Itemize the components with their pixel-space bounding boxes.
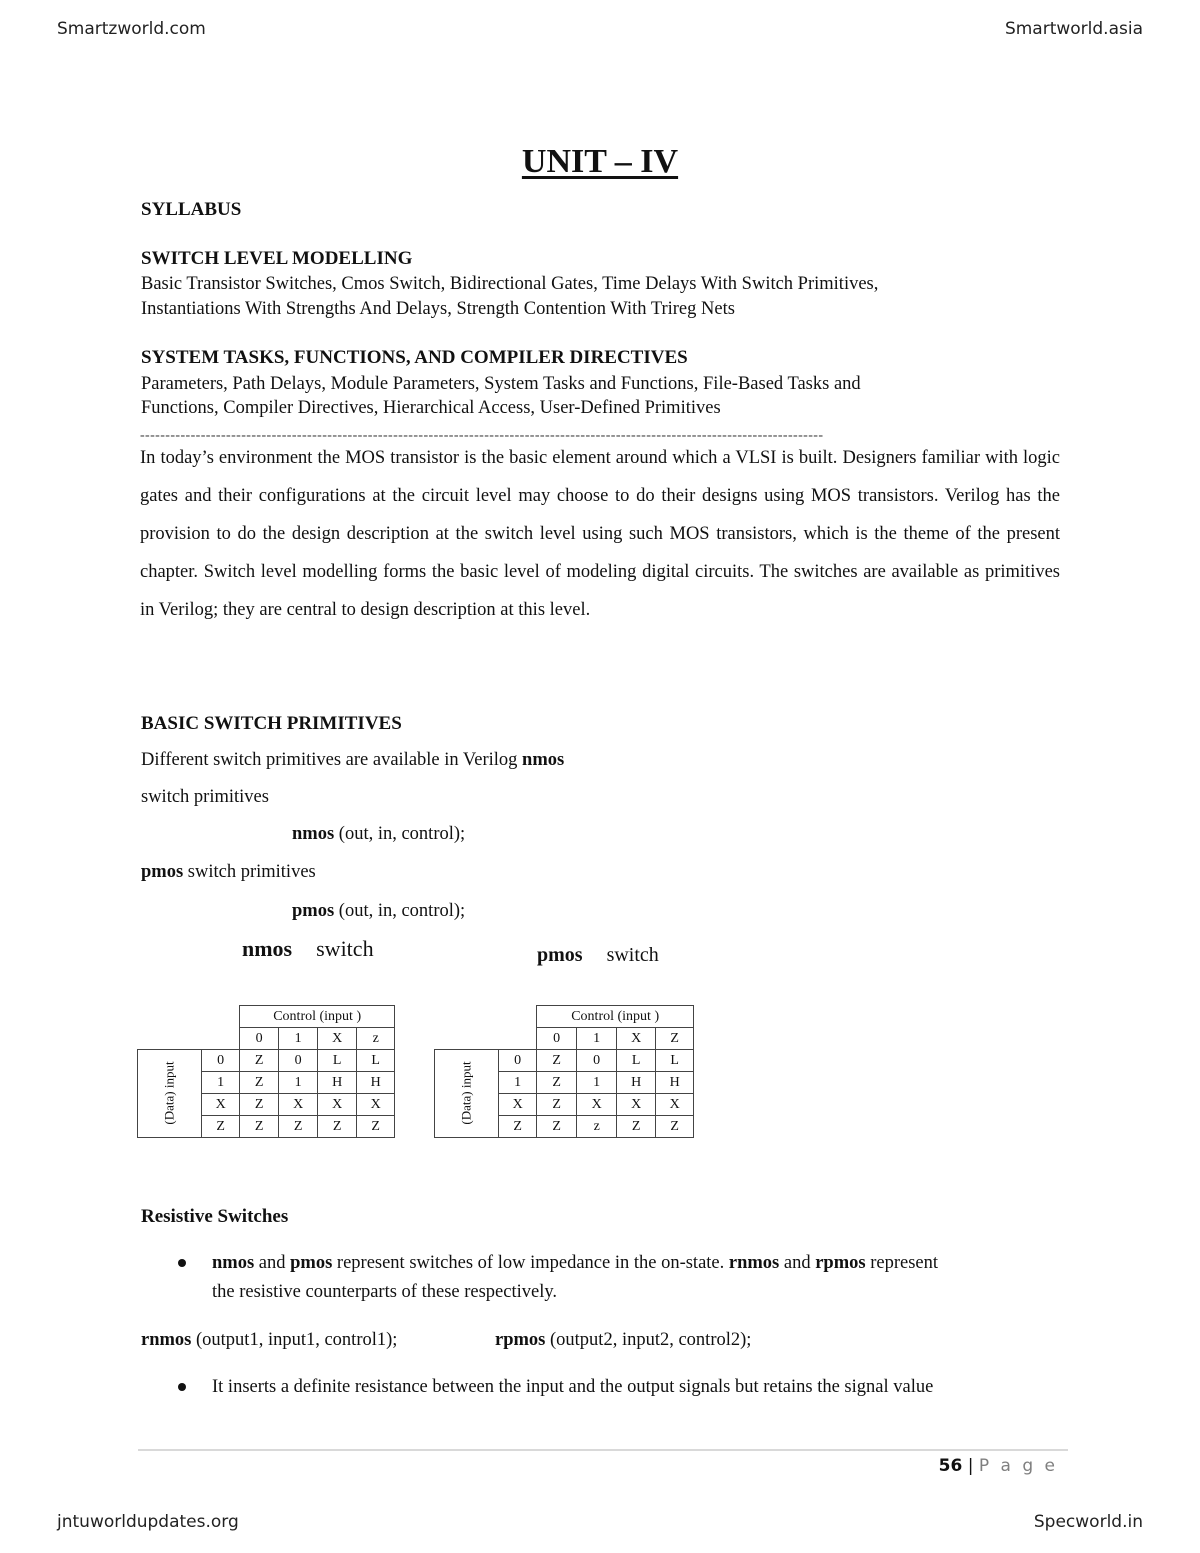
intro-paragraph: In today’s environment the MOS transistor is the basic element around which a VLSI is built. Designers familiar with logic gates and their configurations at the circuit level may choose to do their designs using MOS transistors. Verilog has the provision to do the design description at the switch level using such MOS transistors, which is the theme of the present chapter. Switch level modelling forms the basic level of modeling digital circuits. The switches are available as primitives in Verilog; they are central to design description at this level. — [140, 448, 1060, 620]
pmos-row-in: X — [499, 1094, 537, 1116]
resistive-bullet-1-line-2: the resistive counterparts of these respectively. — [212, 1282, 558, 1302]
bullet-1-text: and — [783, 1253, 811, 1273]
nmos-cell: 0 — [279, 1050, 318, 1072]
section-text-switch-level-1: Basic Transistor Switches, Cmos Switch, Bidirectional Gates, Time Delays With Switch Primitives, — [141, 274, 879, 294]
pmos-cell: Z — [537, 1116, 577, 1138]
pmos-col-z: Z — [656, 1028, 694, 1050]
nmos-cell: H — [357, 1072, 395, 1094]
nmos-col-z: z — [357, 1028, 395, 1050]
section-text-system-tasks-2: Functions, Compiler Directives, Hierarchical Access, User-Defined Primitives — [141, 398, 721, 418]
rpmos-syntax — [495, 1330, 751, 1351]
bullet-1-text: represent switches of low impedance in the on-state. — [336, 1253, 725, 1273]
header-right-site: Smartworld.asia — [1004, 19, 1143, 39]
pmos-control-header: Control (input ) — [537, 1006, 694, 1028]
kw-rpmos: rpmos — [815, 1253, 866, 1273]
nmos-cell: Z — [240, 1050, 279, 1072]
pmos-row-in: 1 — [499, 1072, 537, 1094]
nmos-row-in: 0 — [202, 1050, 240, 1072]
basic-line-1-keyword: nmos — [522, 750, 565, 770]
nmos-data-label: (Data) input — [138, 1050, 202, 1138]
pmos-cell: L — [656, 1050, 694, 1072]
nmos-cell: L — [357, 1050, 395, 1072]
footer-right-site: Specworld.in — [1033, 1512, 1143, 1532]
rnmos-args: (output1, input1, control1); — [196, 1330, 398, 1350]
pmos-data-label: (Data) input — [435, 1050, 499, 1138]
nmos-cell: Z — [279, 1116, 318, 1138]
pmos-table-title-name: pmos — [537, 944, 583, 966]
nmos-cell: 1 — [279, 1072, 318, 1094]
nmos-control-header: Control (input ) — [240, 1006, 395, 1028]
pmos-cell: Z — [656, 1116, 694, 1138]
rpmos-keyword: rpmos — [495, 1330, 546, 1350]
section-heading-system-tasks: SYSTEM TASKS, FUNCTIONS, AND COMPILER DIRECTIVES — [141, 347, 688, 368]
nmos-syntax — [292, 824, 465, 845]
nmos-cell: X — [279, 1094, 318, 1116]
basic-line-1-text: Different switch primitives are available in Verilog — [141, 750, 518, 770]
bullet-dot — [178, 1259, 186, 1267]
basic-switch-heading: BASIC SWITCH PRIMITIVES — [141, 713, 402, 734]
basic-line-1 — [141, 750, 564, 771]
pmos-col-1: 1 — [577, 1028, 617, 1050]
pmos-cell: Z — [537, 1072, 577, 1094]
nmos-table-title-suffix: switch — [316, 936, 374, 961]
pmos-cell: Z — [617, 1116, 656, 1138]
resistive-bullet-1 — [212, 1253, 1062, 1274]
nmos-col-1: 1 — [279, 1028, 318, 1050]
pmos-cell: 1 — [577, 1072, 617, 1094]
resistive-heading: Resistive Switches — [141, 1206, 289, 1227]
pmos-args: (out, in, control); — [338, 901, 466, 921]
bullet-1-text: and — [258, 1253, 286, 1273]
pmos-table-title — [537, 944, 659, 967]
pmos-line-text: switch primitives — [187, 862, 316, 882]
nmos-keyword: nmos — [292, 824, 335, 844]
nmos-cell: Z — [240, 1094, 279, 1116]
unit-title: UNIT – IV — [521, 143, 679, 180]
pmos-cell: Z — [537, 1094, 577, 1116]
pmos-cell: 0 — [577, 1050, 617, 1072]
pmos-syntax — [292, 901, 465, 922]
page-number-label: P a g e — [978, 1456, 1058, 1476]
nmos-args: (out, in, control); — [338, 824, 466, 844]
pmos-truth-table — [434, 1005, 694, 1138]
nmos-cell: X — [357, 1094, 395, 1116]
basic-line-2: switch primitives — [141, 787, 269, 807]
pmos-cell: H — [656, 1072, 694, 1094]
footer-rule — [138, 1449, 1068, 1451]
pmos-col-0: 0 — [537, 1028, 577, 1050]
kw-rnmos: rnmos — [728, 1253, 780, 1273]
nmos-row-in: X — [202, 1094, 240, 1116]
nmos-row-in: Z — [202, 1116, 240, 1138]
nmos-cell: Z — [240, 1116, 279, 1138]
kw-nmos: nmos — [212, 1253, 255, 1273]
page-number-value: 56 — [938, 1456, 963, 1476]
nmos-cell: Z — [357, 1116, 395, 1138]
pmos-cell: X — [577, 1094, 617, 1116]
pmos-table-title-suffix: switch — [606, 944, 659, 966]
pmos-row-in: Z — [499, 1116, 537, 1138]
footer-left-site: jntuworldupdates.org — [57, 1512, 239, 1532]
section-text-system-tasks-1: Parameters, Path Delays, Module Parameters, System Tasks and Functions, File-Based Tasks and — [141, 374, 861, 394]
page-number-sep: | — [967, 1456, 974, 1476]
pmos-col-x: X — [617, 1028, 656, 1050]
divider-line: --------------------------------------------------------------------------------------------------------------------------------------- — [140, 428, 824, 443]
kw-pmos: pmos — [290, 1253, 333, 1273]
resistive-bullet-2: It inserts a definite resistance between the input and the output signals but retains the signal value — [212, 1377, 934, 1397]
rnmos-syntax — [141, 1330, 397, 1351]
nmos-row-in: 1 — [202, 1072, 240, 1094]
bullet-1-text: represent — [870, 1253, 939, 1273]
nmos-table-title-name: nmos — [242, 936, 293, 961]
nmos-cell: X — [318, 1094, 357, 1116]
section-heading-switch-level: SWITCH LEVEL MODELLING — [141, 248, 413, 269]
pmos-keyword: pmos — [141, 862, 184, 882]
page-number — [939, 1456, 1058, 1476]
bullet-dot — [178, 1383, 186, 1391]
nmos-col-x: X — [318, 1028, 357, 1050]
nmos-cell: L — [318, 1050, 357, 1072]
pmos-cell: z — [577, 1116, 617, 1138]
pmos-cell: X — [617, 1094, 656, 1116]
nmos-table-title — [242, 936, 374, 962]
pmos-cell: H — [617, 1072, 656, 1094]
rnmos-keyword: rnmos — [141, 1330, 192, 1350]
pmos-row-in: 0 — [499, 1050, 537, 1072]
syllabus-heading: SYLLABUS — [141, 199, 242, 220]
nmos-truth-table — [137, 1005, 395, 1138]
rpmos-args: (output2, input2, control2); — [550, 1330, 752, 1350]
nmos-col-0: 0 — [240, 1028, 279, 1050]
pmos-cell: Z — [537, 1050, 577, 1072]
pmos-cell: L — [617, 1050, 656, 1072]
section-text-switch-level-2: Instantiations With Strengths And Delays, Strength Contention With Trireg Nets — [141, 299, 735, 319]
pmos-keyword-2: pmos — [292, 901, 335, 921]
nmos-cell: H — [318, 1072, 357, 1094]
nmos-cell: Z — [318, 1116, 357, 1138]
nmos-cell: Z — [240, 1072, 279, 1094]
pmos-cell: X — [656, 1094, 694, 1116]
header-left-site: Smartzworld.com — [57, 19, 206, 39]
pmos-line — [141, 862, 316, 883]
